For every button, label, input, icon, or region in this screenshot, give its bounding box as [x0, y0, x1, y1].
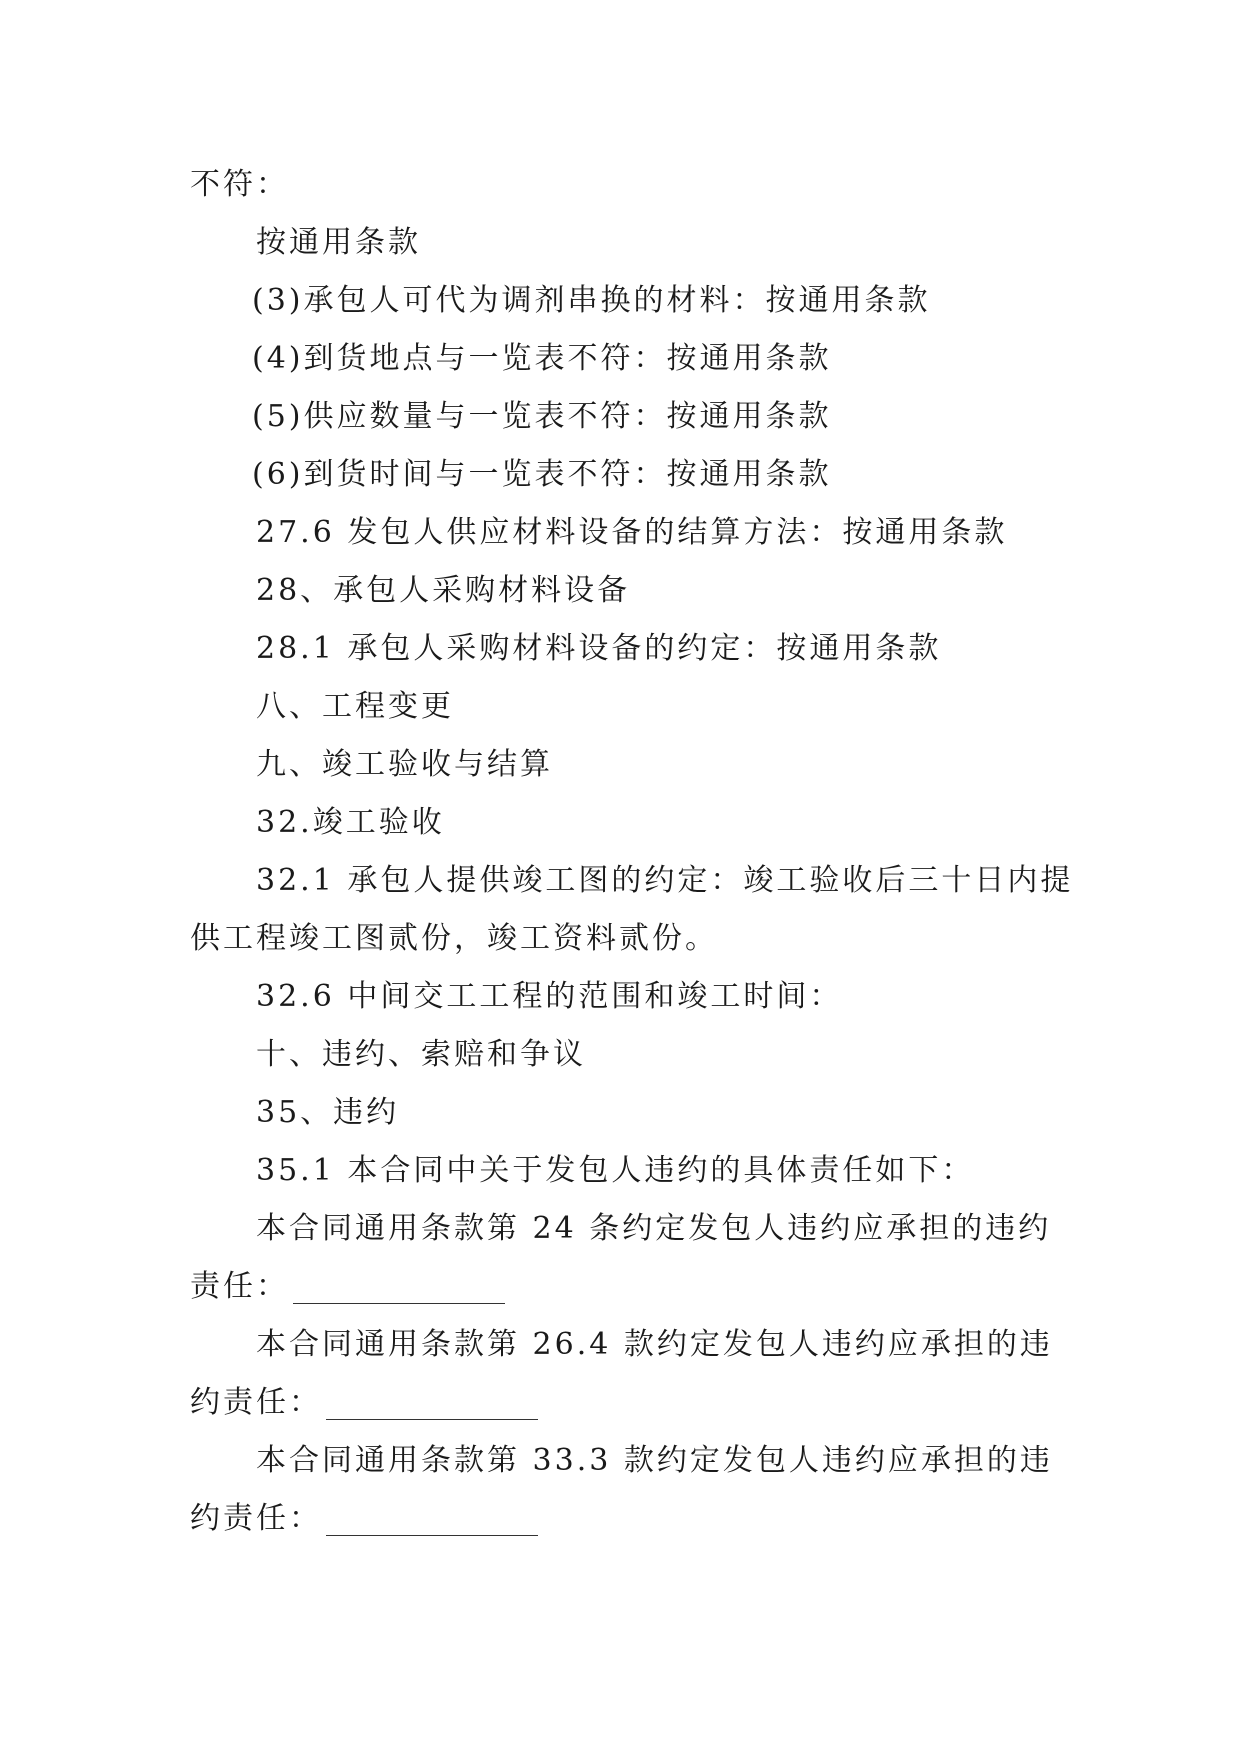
- text-line: 28.1 承包人采购材料设备的约定：按通用条款: [256, 631, 942, 666]
- text-line: 按通用条款: [256, 225, 421, 260]
- blank-label: 约责任：: [190, 1385, 322, 1420]
- document-body: [190, 156, 1074, 1548]
- text-line: 35.1 本合同中关于发包人违约的具体责任如下：: [256, 1153, 975, 1188]
- text-line-with-blank: [190, 1490, 1050, 1548]
- text-line: 32.竣工验收: [256, 805, 445, 840]
- text-line: 不符：: [190, 167, 289, 202]
- text-line: 本合同通用条款第 33.3 款约定发包人违约应承担的违: [256, 1443, 1053, 1478]
- text-line: 本合同通用条款第 24 条约定发包人违约应承担的违约: [256, 1211, 1052, 1246]
- fill-in-blank[interactable]: [293, 1267, 505, 1304]
- text-line: (6)到货时间与一览表不符：按通用条款: [252, 457, 832, 492]
- text-line: 32.6 中间交工工程的范围和竣工时间：: [256, 979, 843, 1014]
- text-line: (5)供应数量与一览表不符：按通用条款: [252, 399, 832, 434]
- text-line: 八、工程变更: [256, 689, 454, 724]
- text-line: 27.6 发包人供应材料设备的结算方法：按通用条款: [256, 515, 1008, 550]
- text-line: 九、竣工验收与结算: [256, 747, 553, 782]
- text-line: (4)到货地点与一览表不符：按通用条款: [252, 341, 832, 376]
- text-line-with-blank: [190, 1374, 1050, 1432]
- text-line: 32.1 承包人提供竣工图的约定：竣工验收后三十日内提: [256, 863, 1074, 898]
- fill-in-blank[interactable]: [326, 1499, 538, 1536]
- text-line: 本合同通用条款第 26.4 款约定发包人违约应承担的违: [256, 1327, 1053, 1362]
- blank-label: 责任：: [190, 1269, 289, 1304]
- text-line-with-blank: [190, 1258, 1050, 1316]
- text-line: 十、违约、索赔和争议: [256, 1037, 586, 1072]
- text-line: 供工程竣工图贰份，竣工资料贰份。: [190, 921, 718, 956]
- blank-label: 约责任：: [190, 1501, 322, 1536]
- text-line: (3)承包人可代为调剂串换的材料：按通用条款: [252, 283, 931, 318]
- fill-in-blank[interactable]: [326, 1383, 538, 1420]
- text-line: 35、违约: [256, 1095, 400, 1130]
- text-line: 28、承包人采购材料设备: [256, 573, 631, 608]
